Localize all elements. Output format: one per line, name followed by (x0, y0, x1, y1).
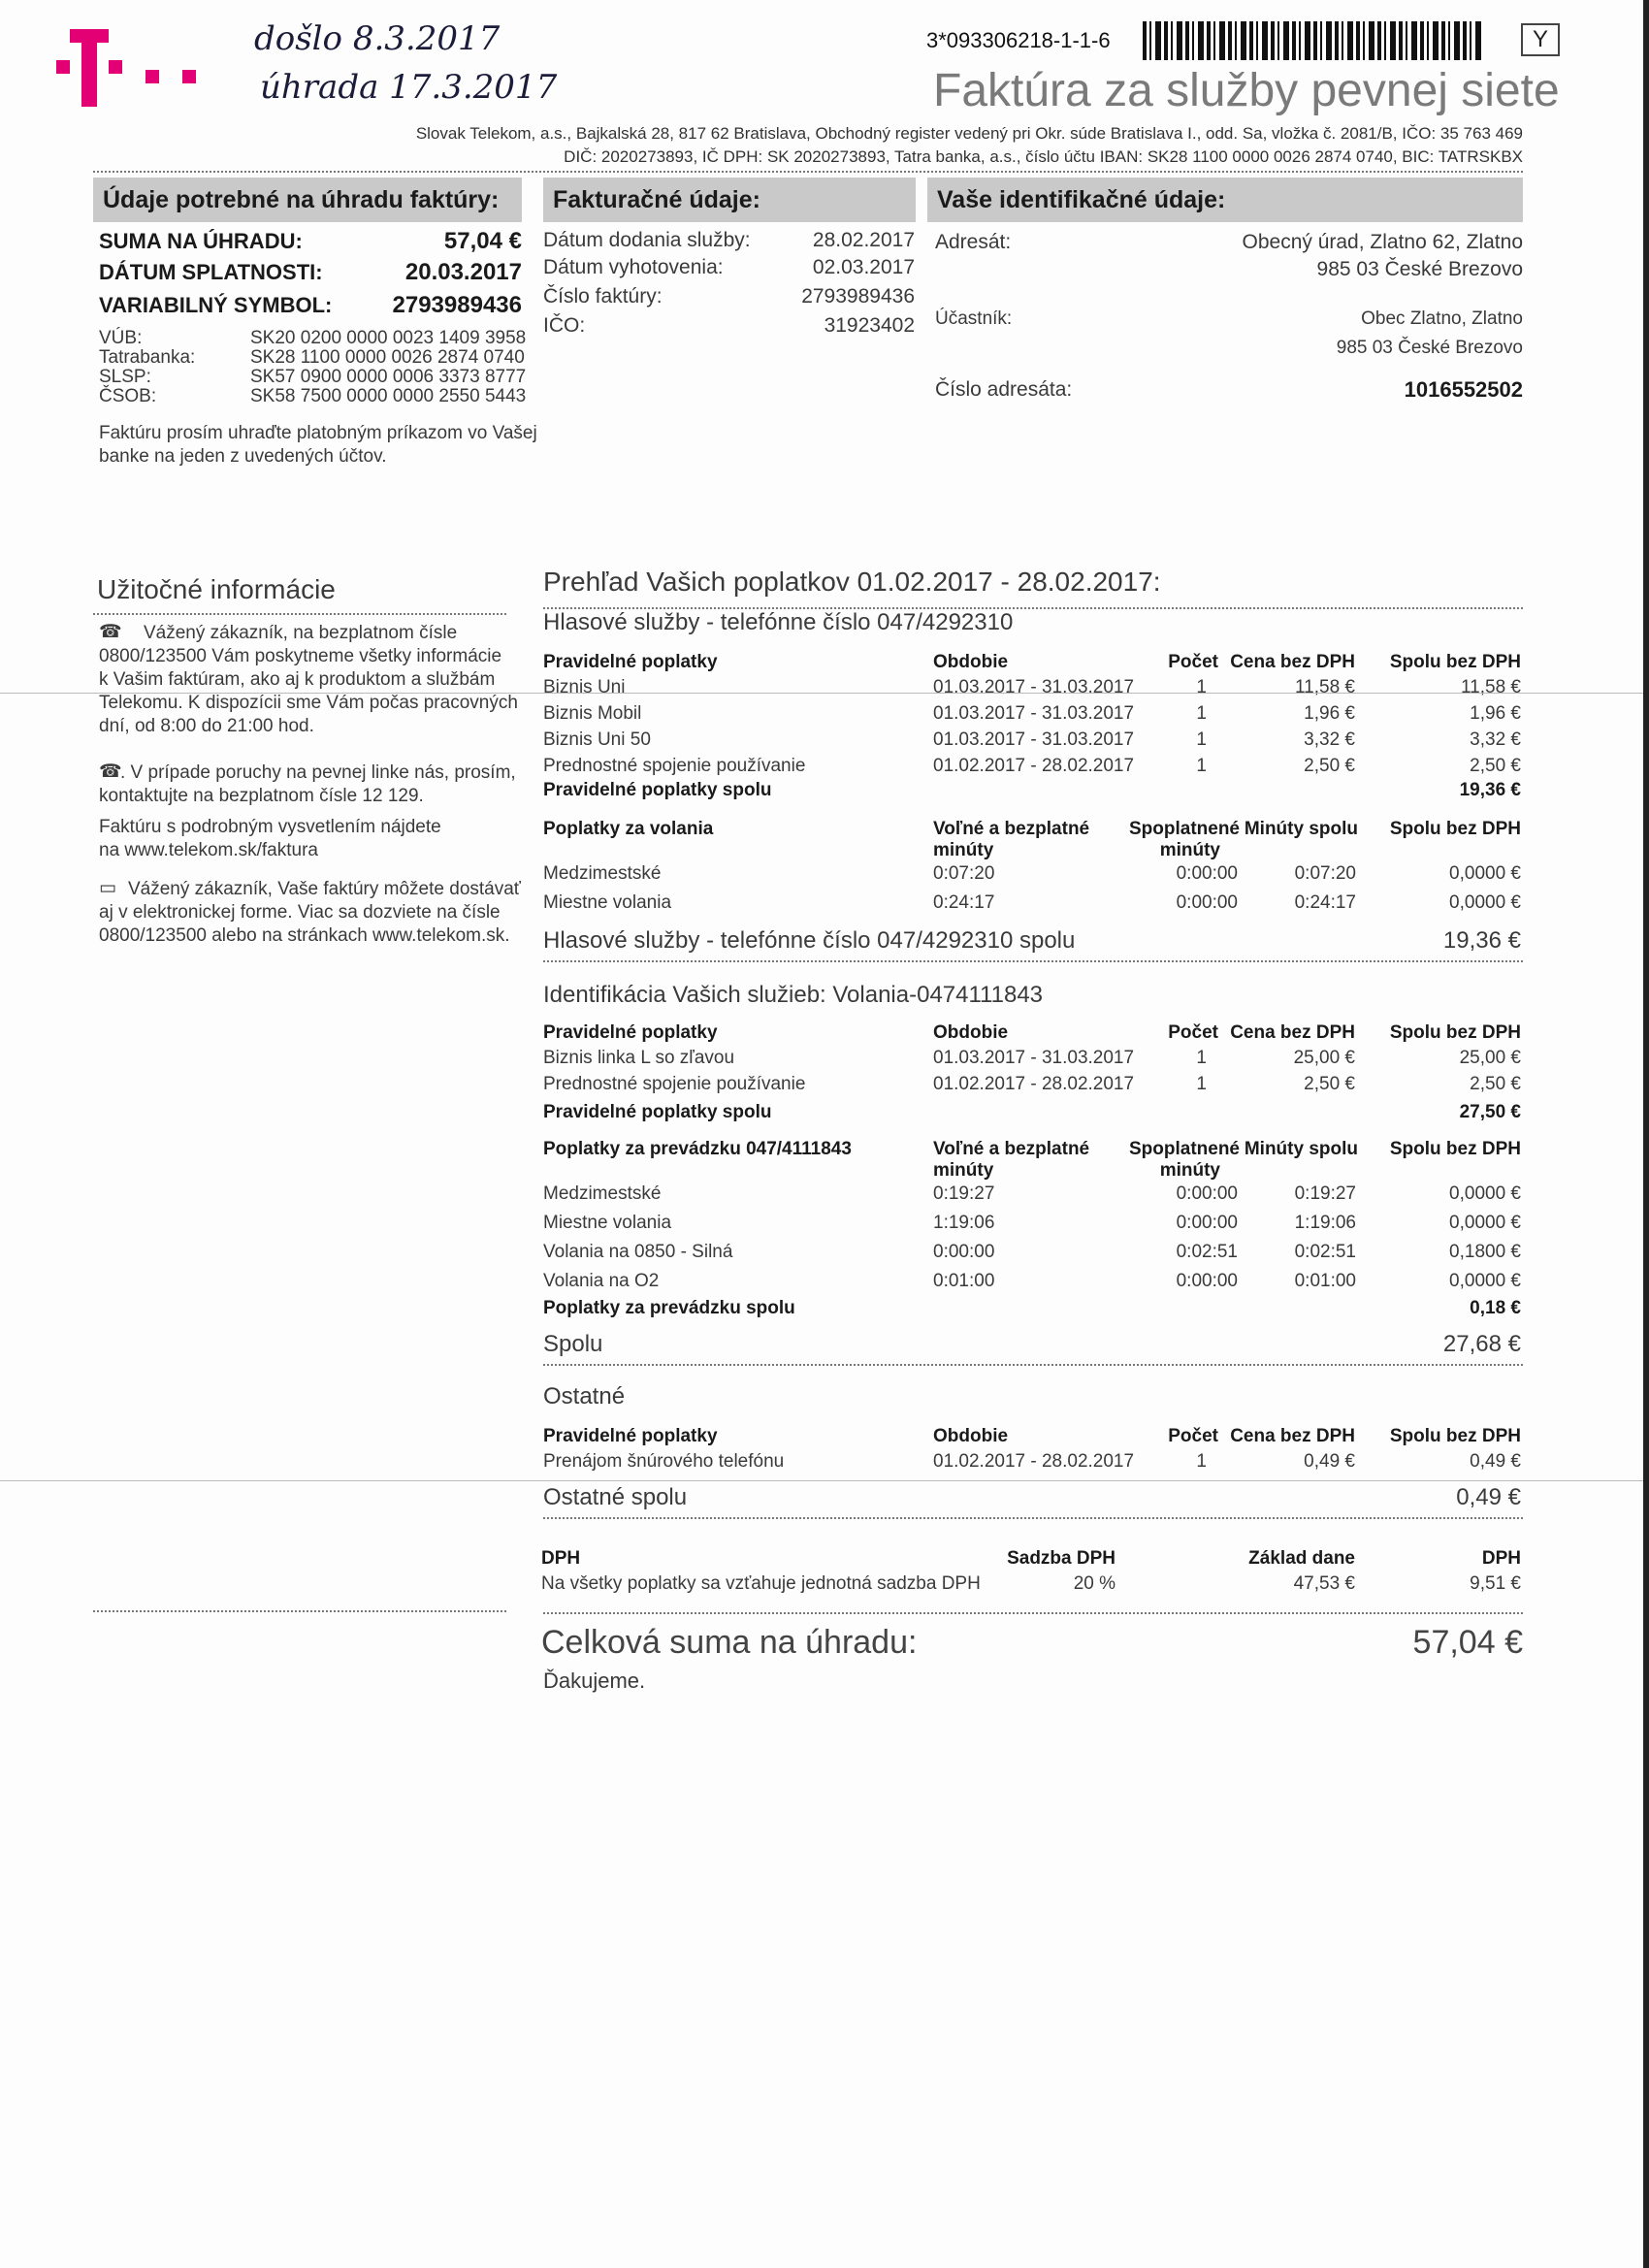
fee-price: 0,49 € (1304, 1451, 1355, 1472)
fee-total: 1,96 € (1470, 703, 1521, 724)
regular-fees-label: Pravidelné poplatky (543, 1426, 718, 1446)
bank-iban: SK58 7500 0000 0000 2550 5443 (250, 386, 527, 406)
info-divider (93, 613, 506, 615)
sum-value: 57,04 € (443, 228, 522, 254)
col-spopl-2: minúty (1159, 1160, 1220, 1181)
call-paid-minutes: 0:00:00 (1176, 892, 1238, 913)
call-total: 0,0000 € (1449, 1271, 1521, 1291)
fee-count: 1 (1196, 1074, 1207, 1094)
col-spolu: Spolu bez DPH (1389, 1426, 1521, 1446)
vat-description: Na všetky poplatky sa vzťahuje jednotná sadzba DPH (541, 1573, 981, 1594)
fold-line (0, 1480, 1649, 1481)
call-free-minutes: 0:00:00 (933, 1242, 995, 1262)
fee-count: 1 (1196, 729, 1207, 750)
call-paid-minutes: 0:00:00 (1176, 1213, 1238, 1233)
calls-sum-label: Poplatky za prevádzku spolu (543, 1298, 795, 1318)
section-2-total-label: Spolu (543, 1331, 603, 1357)
col-cena: Cena bez DPH (1230, 652, 1355, 672)
col-obdobie: Obdobie (933, 1426, 1009, 1446)
fee-count: 1 (1196, 677, 1207, 697)
grand-total-value: 57,04 € (1412, 1624, 1523, 1661)
fee-total: 25,00 € (1459, 1048, 1521, 1068)
section-1-title: Hlasové služby - telefónne číslo 047/4292310 (543, 609, 1014, 635)
handwritten-paid: úhrada 17.3.2017 (260, 68, 558, 107)
bank-iban: SK20 0200 0000 0023 1409 3958 (250, 328, 527, 348)
fee-period: 01.02.2017 - 28.02.2017 (933, 756, 1135, 776)
regular-fees-label: Pravidelné poplatky (543, 1022, 718, 1043)
col-spolu: Spolu bez DPH (1389, 1139, 1521, 1159)
fee-total: 0,49 € (1470, 1451, 1521, 1472)
adresat-label: Adresát: (935, 231, 1012, 253)
regular-fees-label: Pravidelné poplatky (543, 652, 718, 672)
col-volne-2: minúty (933, 840, 994, 860)
call-total-minutes: 0:24:17 (1294, 892, 1356, 913)
fee-name: Prednostné spojenie používanie (543, 756, 806, 776)
info-line: Faktúru s podrobným vysvetlením nájdete (99, 817, 441, 837)
document-title: Faktúra za služby pevnej siete (933, 65, 1560, 116)
sum-label: SUMA NA ÚHRADU: (99, 229, 303, 253)
company-line-2: DIČ: 2020273893, IČ DPH: SK 2020273893, Tatra banka, a.s., číslo účtu IBAN: SK28 1100 0000 0026 2874 0740, BIC: TATRSKBX (564, 147, 1523, 166)
info-line: 0800/123500 Vám poskytneme všetky informácie (99, 646, 502, 666)
call-free-minutes: 1:19:06 (933, 1213, 995, 1233)
vat-label: DPH (541, 1548, 581, 1569)
fold-line (0, 693, 1649, 694)
fee-count: 1 (1196, 1451, 1207, 1472)
fee-price: 25,00 € (1293, 1048, 1355, 1068)
col-spolu: Spolu bez DPH (1389, 819, 1521, 839)
col-minuty: Minúty spolu (1244, 1139, 1358, 1159)
call-total-minutes: 0:02:51 (1294, 1242, 1356, 1262)
col-obdobie: Obdobie (933, 652, 1009, 672)
fee-total: 11,58 € (1461, 677, 1521, 697)
calls-sum-value: 0,18 € (1470, 1298, 1521, 1318)
due-label: DÁTUM SPLATNOSTI: (99, 260, 323, 284)
col-spolu: Spolu bez DPH (1389, 1022, 1521, 1043)
bank-name: ČSOB: (99, 386, 157, 406)
calls-label: Poplatky za volania (543, 819, 714, 839)
call-paid-minutes: 0:00:00 (1176, 1183, 1238, 1204)
invoice-value: 02.03.2017 (812, 256, 915, 278)
col-volne: Voľné a bezplatné (933, 819, 1090, 839)
fee-period: 01.03.2017 - 31.03.2017 (933, 703, 1135, 724)
call-name: Miestne volania (543, 1213, 672, 1233)
info-line: k Vašim faktúram, ako aj k produktom a službám (99, 669, 496, 690)
cislo-adresata-value: 1016552502 (1404, 377, 1523, 402)
fee-name: Biznis linka L so zľavou (543, 1048, 735, 1068)
section-3-total-label: Ostatné spolu (543, 1484, 688, 1510)
invoice-label: IČO: (543, 314, 586, 337)
fee-price: 2,50 € (1304, 1074, 1355, 1094)
info-line: aj v elektronickej forme. Viac sa dozviete na čísle (99, 902, 501, 923)
info-line: dní, od 8:00 do 21:00 hod. (99, 716, 314, 736)
adresat-line-2: 985 03 České Brezovo (1316, 258, 1523, 280)
section-2-title: Identifikácia Vašich služieb: Volania-0474111843 (543, 982, 1044, 1008)
call-free-minutes: 0:07:20 (933, 863, 995, 884)
header-divider (93, 171, 1523, 173)
col-spopl: Spoplatnené (1128, 819, 1240, 839)
scan-edge (1643, 0, 1649, 2268)
payment-note: Faktúru prosím uhraďte platobným príkazom vo Vašej (99, 423, 537, 443)
vat-base-label: Základ dane (1248, 1548, 1355, 1569)
col-cena: Cena bez DPH (1230, 1426, 1355, 1446)
regular-sum-value: 27,50 € (1459, 1102, 1521, 1122)
fee-price: 1,96 € (1304, 703, 1355, 724)
vat-divider (543, 1612, 1523, 1614)
cislo-adresata-label: Číslo adresáta: (935, 378, 1073, 401)
section-divider (543, 1517, 1523, 1519)
col-volne: Voľné a bezplatné (933, 1139, 1090, 1159)
fee-period: 01.03.2017 - 31.03.2017 (933, 677, 1135, 697)
call-total: 0,0000 € (1449, 1213, 1521, 1233)
barcode (1143, 21, 1484, 60)
fee-count: 1 (1196, 1048, 1207, 1068)
fee-count: 1 (1196, 756, 1207, 776)
invoice-value: 31923402 (824, 314, 915, 337)
vat-rate-label: Sadzba DPH (1007, 1548, 1116, 1569)
section-2-total-value: 27,68 € (1442, 1331, 1521, 1357)
info-line: Vážený zákazník, na bezplatnom čísle (144, 623, 458, 643)
call-total-minutes: 1:19:06 (1294, 1213, 1356, 1233)
bank-name: Tatrabanka: (99, 347, 196, 368)
document-code: 3*093306218-1-1-6 (926, 28, 1111, 52)
call-total: 0,0000 € (1449, 863, 1521, 884)
info-line: na www.telekom.sk/faktura (99, 840, 318, 860)
fee-period: 01.02.2017 - 28.02.2017 (933, 1074, 1135, 1094)
call-name: Miestne volania (543, 892, 672, 913)
call-free-minutes: 0:19:27 (933, 1183, 995, 1204)
due-value: 20.03.2017 (404, 259, 522, 285)
thanks-text: Ďakujeme. (543, 1669, 646, 1693)
computer-icon: ▭ (99, 878, 116, 898)
bank-iban: SK57 0900 0000 0006 3373 8777 (250, 367, 527, 387)
call-paid-minutes: 0:00:00 (1176, 1271, 1238, 1291)
info-line: Telekomu. K dispozícii sme Vám počas pracovných (99, 693, 518, 713)
fee-count: 1 (1196, 703, 1207, 724)
invoice-value: 2793989436 (801, 285, 915, 308)
phone-icon: ☎ (99, 622, 122, 642)
vs-label: VARIABILNÝ SYMBOL: (99, 293, 333, 317)
call-total-minutes: 0:01:00 (1294, 1271, 1356, 1291)
ucastnik-line-1: Obec Zlatno, Zlatno (1361, 308, 1523, 329)
fee-price: 11,58 € (1295, 677, 1355, 697)
info-heading: Užitočné informácie (97, 574, 336, 604)
call-total: 0,1800 € (1449, 1242, 1521, 1262)
fee-price: 3,32 € (1304, 729, 1355, 750)
payment-note: banke na jeden z uvedených účtov. (99, 446, 387, 467)
call-free-minutes: 0:24:17 (933, 892, 995, 913)
info-line: Vážený zákazník, Vaše faktúry môžete dostávať (128, 879, 521, 899)
fee-total: 2,50 € (1470, 756, 1521, 776)
fee-price: 2,50 € (1304, 756, 1355, 776)
section-3-title: Ostatné (543, 1383, 626, 1409)
company-line-1: Slovak Telekom, a.s., Bajkalská 28, 817 62 Bratislava, Obchodný register vedený pri Okr. súde Bratislava I., odd. Sa, vložka č. 2081/B, IČO: 35 763 469 (415, 124, 1523, 143)
call-free-minutes: 0:01:00 (933, 1271, 995, 1291)
invoice-heading: Fakturačné údaje: (543, 178, 916, 222)
y-box: Y (1521, 23, 1560, 56)
call-name: Medzimestské (543, 863, 662, 884)
adresat-line-1: Obecný úrad, Zlatno 62, Zlatno (1242, 231, 1523, 253)
call-name: Medzimestské (543, 1183, 662, 1204)
call-total-minutes: 0:19:27 (1294, 1183, 1356, 1204)
col-pocet: Počet (1168, 652, 1218, 672)
call-total: 0,0000 € (1449, 1183, 1521, 1204)
call-paid-minutes: 0:02:51 (1176, 1242, 1238, 1262)
call-name: Volania na O2 (543, 1271, 660, 1291)
col-spolu: Spolu bez DPH (1389, 652, 1521, 672)
fee-name: Biznis Uni 50 (543, 729, 651, 750)
regular-sum-label: Pravidelné poplatky spolu (543, 780, 772, 800)
regular-sum-value: 19,36 € (1459, 780, 1521, 800)
fee-name: Prenájom šnúrového telefónu (543, 1451, 785, 1472)
handwritten-received: došlo 8.3.2017 (254, 19, 501, 58)
section-1-total-label: Hlasové služby - telefónne číslo 047/4292310 spolu (543, 927, 1076, 954)
col-volne-2: minúty (933, 1160, 994, 1181)
section-divider (543, 1364, 1523, 1366)
call-total: 0,0000 € (1449, 892, 1521, 913)
fee-name: Prednostné spojenie používanie (543, 1074, 806, 1094)
fee-period: 01.03.2017 - 31.03.2017 (933, 729, 1135, 750)
info-line: 0800/123500 alebo na stránkach www.telekom.sk. (99, 925, 510, 946)
calls-label: Poplatky za prevádzku 047/4111843 (543, 1139, 852, 1159)
bank-name: VÚB: (99, 328, 143, 348)
call-name: Volania na 0850 - Silná (543, 1242, 733, 1262)
call-paid-minutes: 0:00:00 (1176, 863, 1238, 884)
grand-total-label: Celková suma na úhradu: (541, 1624, 918, 1661)
fee-total: 2,50 € (1470, 1074, 1521, 1094)
bank-name: SLSP: (99, 367, 151, 387)
payment-heading: Údaje potrebné na úhradu faktúry: (93, 178, 522, 222)
vat-base: 47,53 € (1293, 1573, 1355, 1594)
section-3-total-value: 0,49 € (1456, 1484, 1521, 1510)
info-line: . V prípade poruchy na pevnej linke nás, prosím, (120, 762, 516, 783)
fee-period: 01.02.2017 - 28.02.2017 (933, 1451, 1135, 1472)
fee-name: Biznis Uni (543, 677, 626, 697)
phone-icon: ☎ (99, 761, 122, 782)
regular-sum-label: Pravidelné poplatky spolu (543, 1102, 772, 1122)
col-obdobie: Obdobie (933, 1022, 1009, 1043)
ident-heading: Vaše identifikačné údaje: (927, 178, 1523, 222)
col-pocet: Počet (1168, 1022, 1218, 1043)
col-cena: Cena bez DPH (1230, 1022, 1355, 1043)
call-total-minutes: 0:07:20 (1294, 863, 1356, 884)
vs-value: 2793989436 (392, 292, 522, 318)
vat-amount: 9,51 € (1470, 1573, 1521, 1594)
overview-heading: Prehľad Vašich poplatkov 01.02.2017 - 28.02.2017: (543, 567, 1161, 597)
col-spopl: Spoplatnené (1128, 1139, 1240, 1159)
invoice-label: Dátum vyhotovenia: (543, 256, 724, 278)
invoice-label: Číslo faktúry: (543, 285, 663, 308)
info-bottom-divider (93, 1610, 506, 1612)
invoice-label: Dátum dodania služby: (543, 229, 751, 251)
invoice-value: 28.02.2017 (812, 229, 915, 251)
bank-iban: SK28 1100 0000 0026 2874 0740 (250, 347, 525, 368)
ucastnik-label: Účastník: (935, 308, 1013, 329)
info-line: kontaktujte na bezplatnom čísle 12 129. (99, 786, 424, 806)
section-divider (543, 960, 1523, 962)
fee-total: 3,32 € (1470, 729, 1521, 750)
section-1-total-value: 19,36 € (1442, 927, 1521, 954)
fee-name: Biznis Mobil (543, 703, 642, 724)
col-pocet: Počet (1168, 1426, 1218, 1446)
ucastnik-line-2: 985 03 České Brezovo (1336, 338, 1523, 358)
fee-period: 01.03.2017 - 31.03.2017 (933, 1048, 1135, 1068)
col-spopl-2: minúty (1159, 840, 1220, 860)
vat-rate: 20 % (1073, 1573, 1116, 1594)
vat-amount-label: DPH (1481, 1548, 1521, 1569)
col-minuty: Minúty spolu (1244, 819, 1358, 839)
